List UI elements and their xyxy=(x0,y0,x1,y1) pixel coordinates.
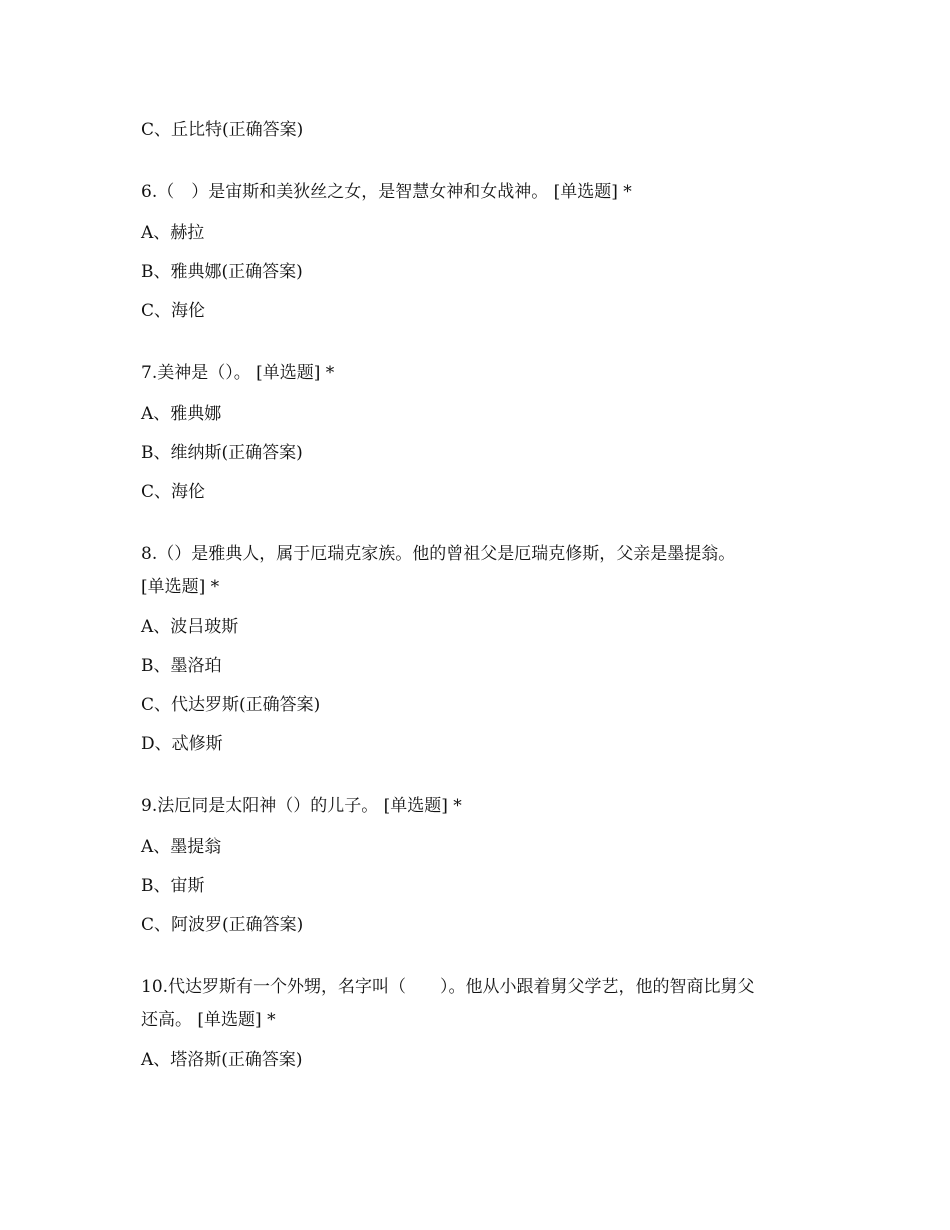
q7-option-b: B、维纳斯(正确答案) xyxy=(141,443,303,463)
q8-option-c: C、代达罗斯(正确答案) xyxy=(141,695,321,715)
q10-question-line2: 还高。 [单选题] * xyxy=(141,1010,276,1030)
q7-question: 7.美神是（）。 [单选题] * xyxy=(141,363,335,383)
q7-option-a: A、雅典娜 xyxy=(141,404,222,424)
q6-option-c: C、海伦 xyxy=(141,301,206,321)
q9-option-b: B、宙斯 xyxy=(141,876,205,896)
q10-option-a: A、塔洛斯(正确答案) xyxy=(141,1050,303,1070)
q8-question-line1: 8.（）是雅典人，属于厄瑞克家族。他的曾祖父是厄瑞克修斯，父亲是墨提翁。 xyxy=(141,544,736,564)
q7-option-c: C、海伦 xyxy=(141,482,206,502)
q8-option-a: A、波吕玻斯 xyxy=(141,617,239,637)
q9-option-c: C、阿波罗(正确答案) xyxy=(141,915,304,935)
q9-option-a: A、墨提翁 xyxy=(141,837,222,857)
q10-question-line1: 10.代达罗斯有一个外甥，名字叫（ ）。他从小跟着舅父学艺，他的智商比舅父 xyxy=(141,977,755,997)
q8-option-b: B、墨洛珀 xyxy=(141,656,222,676)
q8-question-line2: [单选题] * xyxy=(141,577,220,597)
q6-option-a: A、赫拉 xyxy=(141,223,205,243)
q6-question: 6.（ ）是宙斯和美狄丝之女，是智慧女神和女战神。 [单选题] * xyxy=(141,182,632,202)
q5-option-c: C、丘比特(正确答案) xyxy=(141,120,304,140)
q9-question: 9.法厄同是太阳神（）的儿子。 [单选题] * xyxy=(141,796,462,816)
q6-option-b: B、雅典娜(正确答案) xyxy=(141,262,303,282)
q8-option-d: D、忒修斯 xyxy=(141,734,223,754)
